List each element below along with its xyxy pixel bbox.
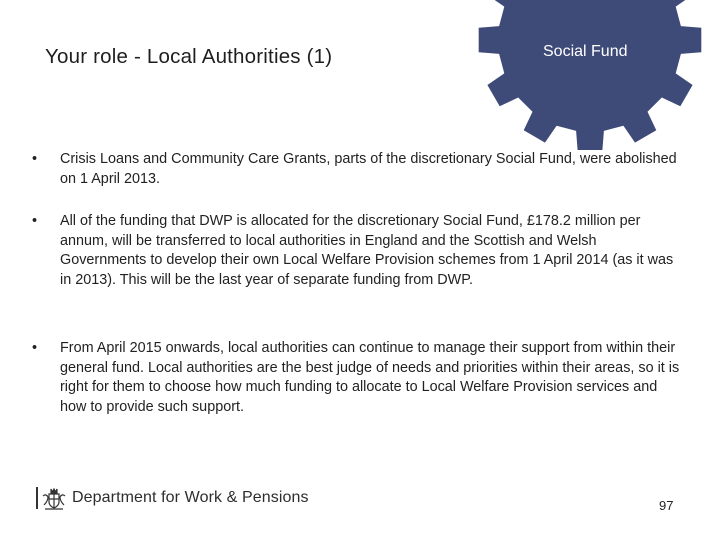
- bullet-marker: •: [32, 213, 38, 229]
- slide-title: Your role - Local Authorities (1): [45, 45, 333, 68]
- royal-crest-icon: [40, 486, 68, 512]
- bullet-marker: •: [32, 151, 38, 167]
- gear-badge-label: Social Fund: [543, 43, 628, 60]
- bullet-item: [32, 150, 682, 189]
- gear-badge: [450, 0, 720, 150]
- gear-icon: [450, 0, 720, 150]
- bullet-text: Crisis Loans and Community Care Grants, parts of the discretionary Social Fund, were abolished on 1 April 2013.: [60, 151, 677, 187]
- logo-divider: [36, 487, 38, 509]
- bullet-item: [32, 212, 682, 290]
- bullet-text: From April 2015 onwards, local authorities can continue to manage their support from within their general fund. Local authorities are the best judge of needs and priorities within their areas, so it is right for them to choose how much funding to allocate to Local Welfare Provision services and how to provide such support.: [60, 340, 680, 415]
- bullet-item: [32, 339, 682, 417]
- department-name: Department for Work & Pensions: [72, 489, 309, 506]
- page-number: 97: [659, 498, 674, 513]
- bullet-text: All of the funding that DWP is allocated for the discretionary Social Fund, £178.2 million per annum, will be transferred to local authorities in England and the Scottish and Welsh Governments to develop their own Local Welfare Provision schemes from 1 April 2014 (as it was in 2013). This will be the last year of separate funding from DWP.: [60, 213, 674, 288]
- bullet-marker: •: [32, 340, 38, 356]
